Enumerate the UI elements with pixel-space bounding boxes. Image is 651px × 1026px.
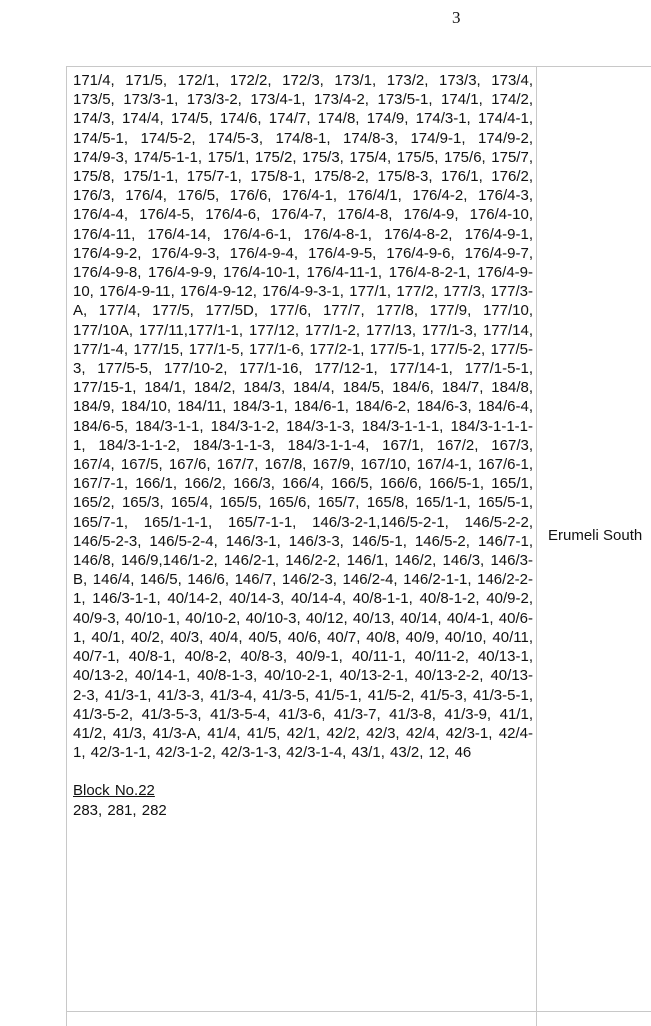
table-column-divider <box>536 66 537 1026</box>
survey-numbers-text: 171/4, 171/5, 172/1, 172/2, 172/3, 173/1, 173/2, 173/3, 173/4, 173/5, 173/3-1, 173/3-2, 173/4-1, 173/4-2, 173/5-1, 174/1, 174/2, 174/3, 174/4, 174/5, 174/6, 174/7, 174/8, 174/9, 174/3-1, 174/4-1, 174/5-1, 174/5-2, 174/5-3, 174/8-1, 174/8-3, 174/9-1, 174/9-2, 174/9-3, 174/5-1-1, 175/1, 175/2, 175/3, 175/4, 175/5, 175/6, 175/7, 175/8, 175/1-1, 175/7-1, 175/8-1, 175/8-2, 175/8-3, 176/1, 176/2, 176/3, 176/4, 176/5, 176/6, 176/4-1, 176/4/1, 176/4-2, 176/4-3, 176/4-4, 176/4-5, 176/4-6, 176/4-7, 176/4-8, 176/4-9, 176/4-10, 176/4-11, 176/4-14, 176/4-6-1, 176/4-8-1, 176/4-8-2, 176/4-9-1, 176/4-9-2, 176/4-9-3, 176/4-9-4, 176/4-9-5, 176/4-9-6, 176/4-9-7, 176/4-9-8, 176/4-9-9, 176/4-10-1, 176/4-11-1, 176/4-8-2-1, 176/4-9-10, 176/4-9-11, 176/4-9-12, 176/4-9-3-1, 177/1, 177/2, 177/3, 177/3-A, 177/4, 177/5, 177/5D, 177/6, 177/7, 177/8, 177/9, 177/10, 177/10A, 177/11,177/1-1, 177/12, 177/1-2, 177/13, 177/1-3, 177/14, 177/1-4, 177/15, 177/1-5, 177/1-6, 177/2-1, 177/5-1, 177/5-2, 177/5-3, 177/5-5, 177/10-2, 177/1-16, 177/12-1, 177/14-1, 177/1-5-1, 177/15-1, 184/1, 184/2, 184/3, 184/4, 184/5, 184/6, 184/7, 184/8, 184/9, 184/10, 184/11, 184/3-1, 184/6-1, 184/6-2, 184/6-3, 184/6-4, 184/6-5, 184/3-1-1, 184/3-1-2, 184/3-1-3, 184/3-1-1-1, 184/3-1-1-1-1, 184/3-1-1-2, 184/3-1-1-3, 184/3-1-1-4, 167/1, 167/2, 167/3, 167/4, 167/5, 167/6, 167/7, 167/8, 167/9, 167/10, 167/4-1, 167/6-1, 167/7-1, 166/1, 166/2, 166/3, 166/4, 166/5, 166/6, 166/5-1, 165/1, 165/2, 165/3, 165/4, 165/5, 165/6, 165/7, 165/8, 165/1-1, 165/5-1, 165/7-1, 165/1-1-1, 165/7-1-1, 146/3-2-1,146/5-2-1, 146/5-2-2, 146/5-2-3, 146/5-2-4, 146/3-1, 146/3-3, 146/5-1, 146/5-2, 146/7-1, 146/8, 146/9,146/1-2, 146/2-1, 146/2-2, 146/1, 146/2, 146/3, 146/3-B, 146/4, 146/5, 146/6, 146/7, 146/2-3, 146/2-4, 146/2-1-1, 146/2-2-1, 146/3-1-1, 40/14-2, 40/14-3, 40/14-4, 40/8-1-1, 40/8-1-2, 40/9-2, 40/9-3, 40/10-1, 40/10-2, 40/10-3, 40/12, 40/13, 40/14, 40/4-1, 40/6-1, 40/1, 40/2, 40/3, 40/4, 40/5, 40/6, 40/7, 40/8, 40/9, 40/10, 40/11, 40/7-1, 40/8-1, 40/8-2, 40/8-3, 40/9-1, 40/11-1, 40/11-2, 40/13-1, 40/13-2, 40/14-1, 40/8-1-3, 40/10-2-1, 40/13-2-1, 40/13-2-2, 40/13-2-3, 41/3-1, 41/3-3, 41/3-4, 41/3-5, 41/5-1, 41/5-2, 41/5-3, 41/3-5-1, 41/3-5-2, 41/3-5-3, 41/3-5-4, 41/3-6, 41/3-7, 41/3-8, 41/3-9, 41/1, 41/2, 41/3, 41/3-A, 41/4, 41/5, 42/1, 42/2, 42/3, 42/4, 42/3-1, 42/4-1, 42/3-1-1, 42/3-1-2, 42/3-1-3, 42/3-1-4, 43/1, 43/2, 12, 46 <box>73 72 533 762</box>
block-numbers-text: 283, 281, 282 <box>73 801 167 819</box>
table-row-divider <box>66 1011 651 1012</box>
village-name-cell: Erumeli South <box>548 527 643 544</box>
survey-numbers-cell <box>73 71 533 820</box>
block-heading: Block No.22 <box>73 782 155 800</box>
page-number: 3 <box>452 8 461 27</box>
